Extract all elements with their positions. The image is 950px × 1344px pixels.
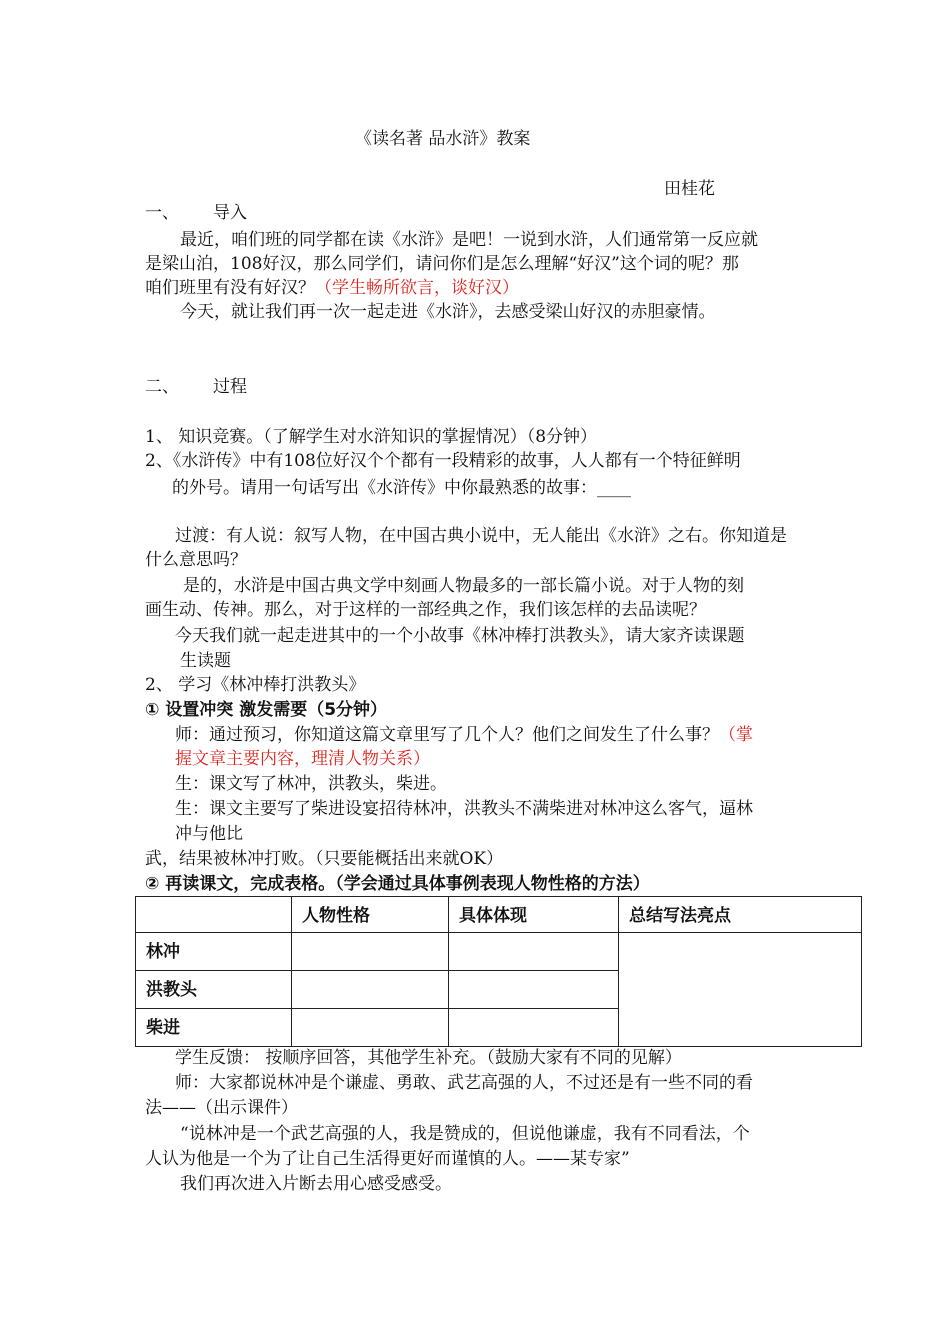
teacher-q1-text: 师：通过预习，你知道这篇文章里写了几个人？他们之间发生了什么事？ bbox=[175, 725, 719, 745]
student-feedback: 学生反馈： 按顺序回答，其他学生补充。（鼓励大家有不同的见解） bbox=[175, 1048, 682, 1068]
page-title: 《读名著 品水浒》教案 bbox=[355, 129, 531, 149]
today-line-2: 生读题 bbox=[180, 651, 231, 671]
student-answer-2-line-1: 生：课文主要写了柴进设宴招待林冲，洪教头不满柴进对林冲这么客气，逼林 bbox=[175, 799, 753, 819]
table-header-cell bbox=[136, 897, 292, 933]
answer-line-2: 画生动、传神。那么，对于这样的一部经典之作，我们该怎样的去品读呢？ bbox=[145, 600, 706, 620]
teacher-q1-red-line-2: 握文章主要内容，理清人物关系） bbox=[175, 749, 430, 769]
teacher-q1-line-1 bbox=[175, 723, 753, 747]
section1-number: 一、 bbox=[145, 203, 179, 223]
table-cell-empty bbox=[449, 1009, 619, 1047]
table-header-cell: 总结写法亮点 bbox=[619, 897, 862, 933]
student-answer-1: 生：课文写了林冲，洪教头，柴进。 bbox=[175, 774, 447, 794]
section2-number: 二、 bbox=[145, 377, 179, 397]
table-row-label: 洪教头 bbox=[136, 971, 292, 1009]
table-cell-empty bbox=[449, 971, 619, 1009]
author-name: 田桂花 bbox=[664, 179, 715, 199]
teacher-q2-line-2: 法——（出示课件） bbox=[145, 1098, 298, 1118]
step-2-heading: ② 再读课文，完成表格。（学会通过具体事例表现人物性格的方法） bbox=[145, 874, 650, 894]
transition-line-1: 过渡：有人说：叙写人物，在中国古典小说中，无人能出《水浒》之右。你知道是 bbox=[175, 526, 787, 546]
answer-line-1: 是的，水浒是中国古典文学中刻画人物最多的一部长篇小说。对于人物的刻 bbox=[183, 576, 744, 596]
table-cell-empty bbox=[292, 971, 449, 1009]
closing-line: 我们再次进入片断去用心感受感受。 bbox=[180, 1174, 452, 1194]
table-row-label: 林冲 bbox=[136, 933, 292, 971]
student-answer-2-line-2: 冲与他比 bbox=[175, 824, 243, 844]
intro-text: 咱们班里有没有好汉？ bbox=[145, 278, 315, 298]
table-row-label: 柴进 bbox=[136, 1009, 292, 1047]
intro-line-1: 最近，咱们班的同学都在读《水浒》是吧！一说到水浒，人们通常第一反应就 bbox=[180, 230, 758, 250]
expert-quote-line-1: “说林冲是一个武艺高强的人，我是赞成的，但说他谦虚，我有不同看法，个 bbox=[180, 1124, 750, 1144]
item-2-line-2: 的外号。请用一句话写出《水浒传》中你最熟悉的故事：____ bbox=[172, 478, 631, 498]
item-1: 1、 知识竞赛。（了解学生对水浒知识的掌握情况）（8分钟） bbox=[145, 427, 598, 447]
table-header-cell: 人物性格 bbox=[292, 897, 449, 933]
today-line-1: 今天我们就一起走进其中的一个小故事《林冲棒打洪教头》，请大家齐读课题 bbox=[175, 626, 745, 646]
item-2-line-1: 2、《水浒传》中有108位好汉个个都有一段精彩的故事，人人都有一个特征鲜明 bbox=[145, 451, 741, 471]
section2-heading: 过程 bbox=[213, 377, 247, 397]
character-table bbox=[135, 896, 862, 1047]
item-3: 2、 学习《林冲棒打洪教头》 bbox=[145, 675, 366, 695]
section1-heading: 导入 bbox=[213, 203, 247, 223]
table-header-row bbox=[136, 897, 862, 933]
table-cell-empty bbox=[292, 933, 449, 971]
transition-line-2: 什么意思吗？ bbox=[145, 550, 247, 570]
table-summary-cell bbox=[619, 933, 862, 1047]
teacher-q2-line-1: 师：大家都说林冲是个谦虚、勇敢、武艺高强的人，不过还是有一些不同的看 bbox=[175, 1073, 753, 1093]
table-cell-empty bbox=[449, 933, 619, 971]
intro-para-2: 今天，就让我们再一次一起走进《水浒》，去感受梁山好汉的赤胆豪情。 bbox=[180, 302, 716, 322]
intro-line-2: 是梁山泊，108好汉，那么同学们，请问你们是怎么理解“好汉”这个词的呢？那 bbox=[145, 254, 739, 274]
table-header-cell: 具体体现 bbox=[449, 897, 619, 933]
teacher-q1-red-note: （掌 bbox=[719, 725, 753, 745]
table-row bbox=[136, 933, 862, 971]
intro-red-note: （学生畅所欲言，谈好汉） bbox=[315, 278, 519, 298]
intro-line-3 bbox=[145, 276, 519, 300]
table-cell-empty bbox=[292, 1009, 449, 1047]
step-1-heading: ① 设置冲突 激发需要（5分钟） bbox=[145, 700, 388, 720]
expert-quote-line-2: 人认为他是一个为了让自己生活得更好而谨慎的人。——某专家” bbox=[145, 1149, 630, 1169]
student-answer-2-line-3: 武，结果被林冲打败。（只要能概括出来就OK） bbox=[145, 849, 504, 869]
